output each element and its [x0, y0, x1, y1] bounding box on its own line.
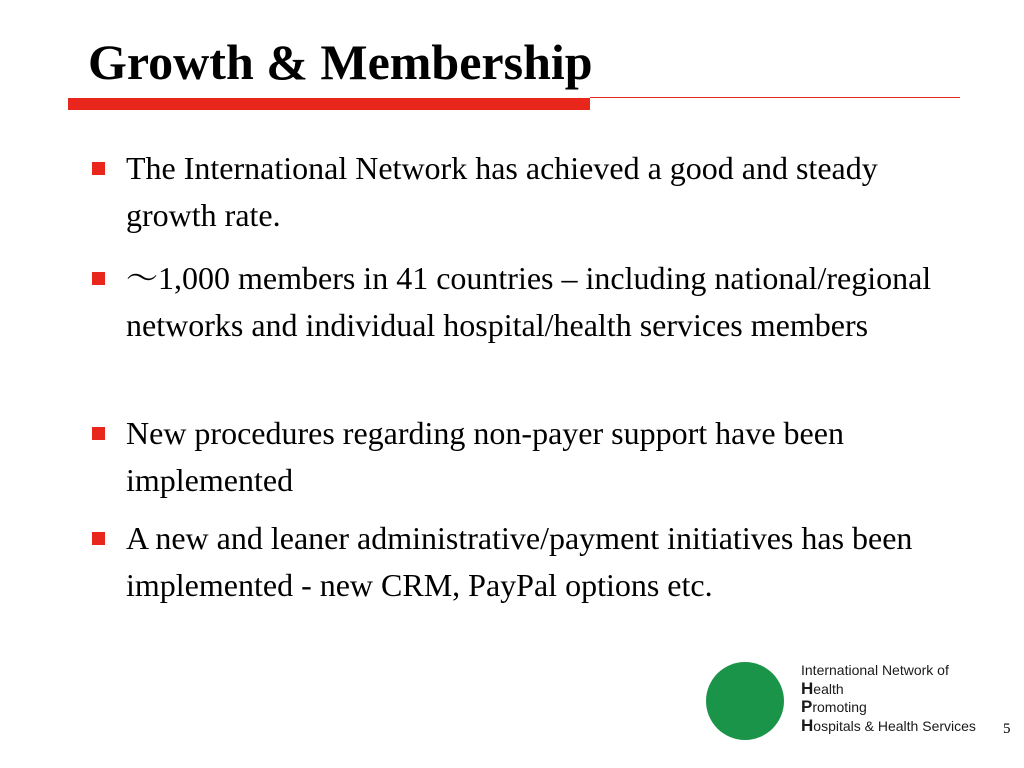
slide-title: Growth & Membership: [88, 34, 593, 90]
title-underline-thin: [590, 97, 960, 98]
logo-word: ealth: [813, 680, 844, 697]
logo-word: ospitals & Health Services: [813, 717, 976, 734]
bullet-text: ～1,000 members in 41 countries – including national/regional networks and individual hospital/health services members: [126, 260, 932, 343]
page-number: 5: [1003, 721, 1011, 737]
square-bullet-icon: [92, 427, 105, 440]
square-bullet-icon: [92, 532, 105, 545]
logo-wordmark: [801, 661, 976, 735]
square-bullet-icon: [92, 162, 105, 175]
logo-line-1: International Network of: [801, 662, 949, 678]
logo-line-4: [801, 717, 976, 736]
logo-initial: H: [801, 678, 814, 698]
bullet-text: New procedures regarding non-payer support have been implemented: [126, 415, 844, 498]
bullet-text: A new and leaner administrative/payment initiatives has been implemented - new CRM, PayPal options etc.: [126, 520, 913, 603]
bullet-text: The International Network has achieved a good and steady growth rate.: [126, 150, 878, 233]
logo-line-3: [801, 698, 976, 717]
logo-word: romoting: [812, 699, 867, 715]
hph-logo: [706, 661, 996, 745]
logo-initial: H: [801, 715, 814, 735]
title-underline-thick: [68, 98, 590, 110]
logo-line-2: [801, 680, 976, 699]
logo-initial: P: [801, 697, 813, 716]
logo-green-circle: [706, 662, 784, 740]
square-bullet-icon: [92, 272, 105, 285]
